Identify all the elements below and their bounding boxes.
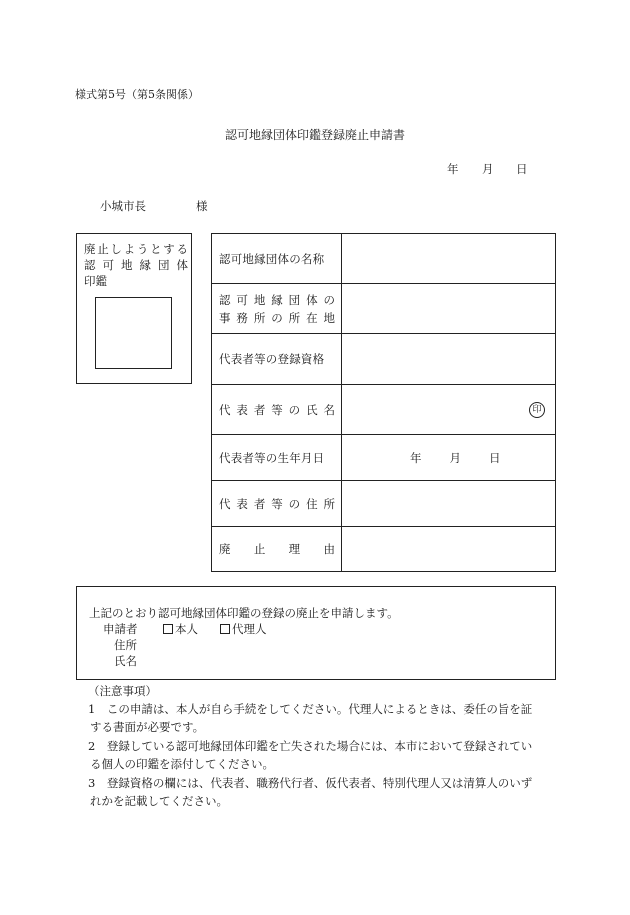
note-item: 1 この申請は、本人が自ら手続をしてください。代理人によるときは、委任の旨を証 する書面が必要です。	[88, 702, 533, 734]
field-representative-birthdate[interactable]	[342, 435, 556, 481]
checkbox-agent[interactable]	[220, 624, 230, 634]
document-title: 認可地縁団体印鑑登録廃止申請書	[224, 128, 405, 142]
seal-stamp-area[interactable]	[95, 297, 172, 369]
field-abolition-reason[interactable]	[342, 527, 556, 572]
applicant-name-label: 氏名	[114, 654, 137, 668]
seal-box-label-line2: 認可地縁団体	[84, 258, 188, 272]
table-row	[212, 334, 556, 385]
table-row	[212, 284, 556, 334]
table-row	[212, 481, 556, 527]
note-item: 2 登録している認可地縁団体印鑑を亡失された場合には、本市において登録されてい る個人の印鑑を添付してください。	[88, 739, 533, 771]
field-group-name[interactable]	[342, 234, 556, 284]
seal-box-label-line1: 廃止しようとする	[84, 242, 188, 256]
birthdate-ymd: 年 月 日	[410, 450, 501, 465]
field-registration-qualification[interactable]	[342, 334, 556, 385]
addressee-name: 小城市長	[100, 199, 146, 213]
notes-heading: （注意事項）	[88, 684, 157, 698]
field-representative-address[interactable]	[342, 481, 556, 527]
table-row	[212, 527, 556, 572]
option-agent[interactable]: 代理人	[220, 621, 267, 637]
field-representative-name[interactable]	[342, 385, 556, 435]
label-representative-birthdate: 代表者等の生年月日	[212, 435, 342, 481]
label-abolition-reason: 廃止理由	[212, 527, 342, 572]
application-statement-box	[76, 586, 556, 680]
label-group-name: 認可地縁団体の名称	[212, 234, 342, 284]
registration-info-table	[211, 233, 556, 572]
seal-box-label-line3: 印鑑	[84, 274, 107, 288]
table-row	[212, 435, 556, 481]
option-self[interactable]: 本人	[163, 621, 198, 637]
application-statement: 上記のとおり認可地縁団体印鑑の登録の廃止を申請します。	[89, 606, 399, 620]
checkbox-self[interactable]	[163, 624, 173, 634]
field-office-address[interactable]	[342, 284, 556, 334]
addressee-honorific: 様	[196, 199, 208, 213]
seal-impression-box	[76, 233, 192, 384]
form-number: 様式第5号（第5条関係）	[75, 88, 199, 101]
date-day-label: 日	[516, 162, 528, 176]
seal-box-label	[84, 241, 188, 289]
label-office-address: 認可地縁団体の 事務所の所在地	[212, 284, 342, 334]
table-row	[212, 234, 556, 284]
note-item: 3 登録資格の欄には、代表者、職務代行者、仮代表者、特別代理人又は清算人のいず れかを記載してください。	[88, 776, 533, 808]
date-month-label: 月	[482, 162, 494, 176]
date-year-label: 年	[447, 162, 459, 176]
table-row	[212, 385, 556, 435]
label-representative-address: 代表者等の住所	[212, 481, 342, 527]
label-registration-qualification: 代表者等の登録資格	[212, 334, 342, 385]
label-representative-name: 代表者等の氏名	[212, 385, 342, 435]
applicant-label: 申請者	[103, 622, 138, 636]
seal-mark-icon: 印	[529, 402, 545, 418]
applicant-address-label: 住所	[114, 638, 137, 652]
